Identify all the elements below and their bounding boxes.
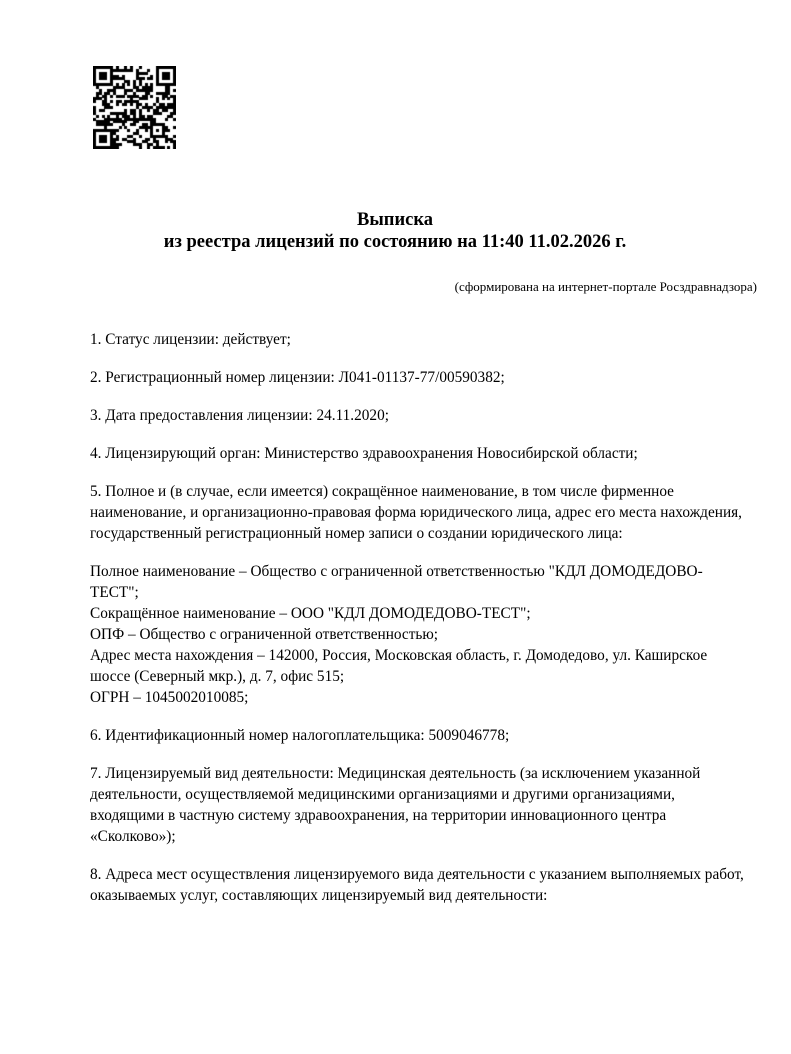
document-subtitle: (сформирована на интернет-портале Росздравнадзора) [454, 279, 757, 294]
para-org-info-heading: 5. Полное и (в случае, если имеется) сокращённое наименование, в том числе фирменное наименование, и организационно-правовая форма юридического лица, адрес его места нахождения, государственный регистрационный номер записи о создании юридического лица: [90, 483, 742, 542]
org-details-block [90, 561, 748, 708]
para-licensing-authority: 4. Лицензирующий орган: Министерство здравоохранения Новосибирской области; [90, 445, 638, 462]
para-licensed-activity: 7. Лицензируемый вид деятельности: Медицинская деятельность (за исключением указанной деятельности, осуществляемой медицинскими организациями и другими организациями, входящими в частную систему здравоохранения, на территории инновационного центра «Сколково»); [90, 765, 701, 845]
org-ogrn: ОГРН – 1045002010085; [90, 689, 249, 706]
para-license-status: 1. Статус лицензии: действует; [90, 331, 291, 348]
org-full-name: Полное наименование – Общество с ограниченной ответственностью "КДЛ ДОМОДЕДОВО-ТЕСТ"; [90, 563, 703, 601]
org-short-name: Сокращённое наименование – ООО "КДЛ ДОМОДЕДОВО-ТЕСТ"; [90, 605, 531, 622]
title-line-2: из реестра лицензий по состоянию на 11:40 11.02.2026 г. [163, 232, 627, 252]
para-activity-addresses: 8. Адреса мест осуществления лицензируемого вида деятельности с указанием выполняемых работ, оказываемых услуг, составляющих лицензируемый вид деятельности: [90, 866, 744, 904]
title-line-1: Выписка [357, 210, 433, 230]
qr-code [93, 66, 176, 149]
org-opf: ОПФ – Общество с ограниченной ответственностью; [90, 626, 439, 643]
para-grant-date: 3. Дата предоставления лицензии: 24.11.2020; [90, 407, 389, 424]
document-title [60, 209, 730, 253]
org-address: Адрес места нахождения – 142000, Россия, Московская область, г. Домодедово, ул. Каширское шоссе (Северный мкр.), д. 7, офис 515; [90, 647, 708, 685]
document-body [90, 329, 748, 923]
para-registration-number: 2. Регистрационный номер лицензии: Л041-01137-77/00590382; [90, 369, 505, 386]
para-taxpayer-number: 6. Идентификационный номер налогоплательщика: 5009046778; [90, 727, 510, 744]
